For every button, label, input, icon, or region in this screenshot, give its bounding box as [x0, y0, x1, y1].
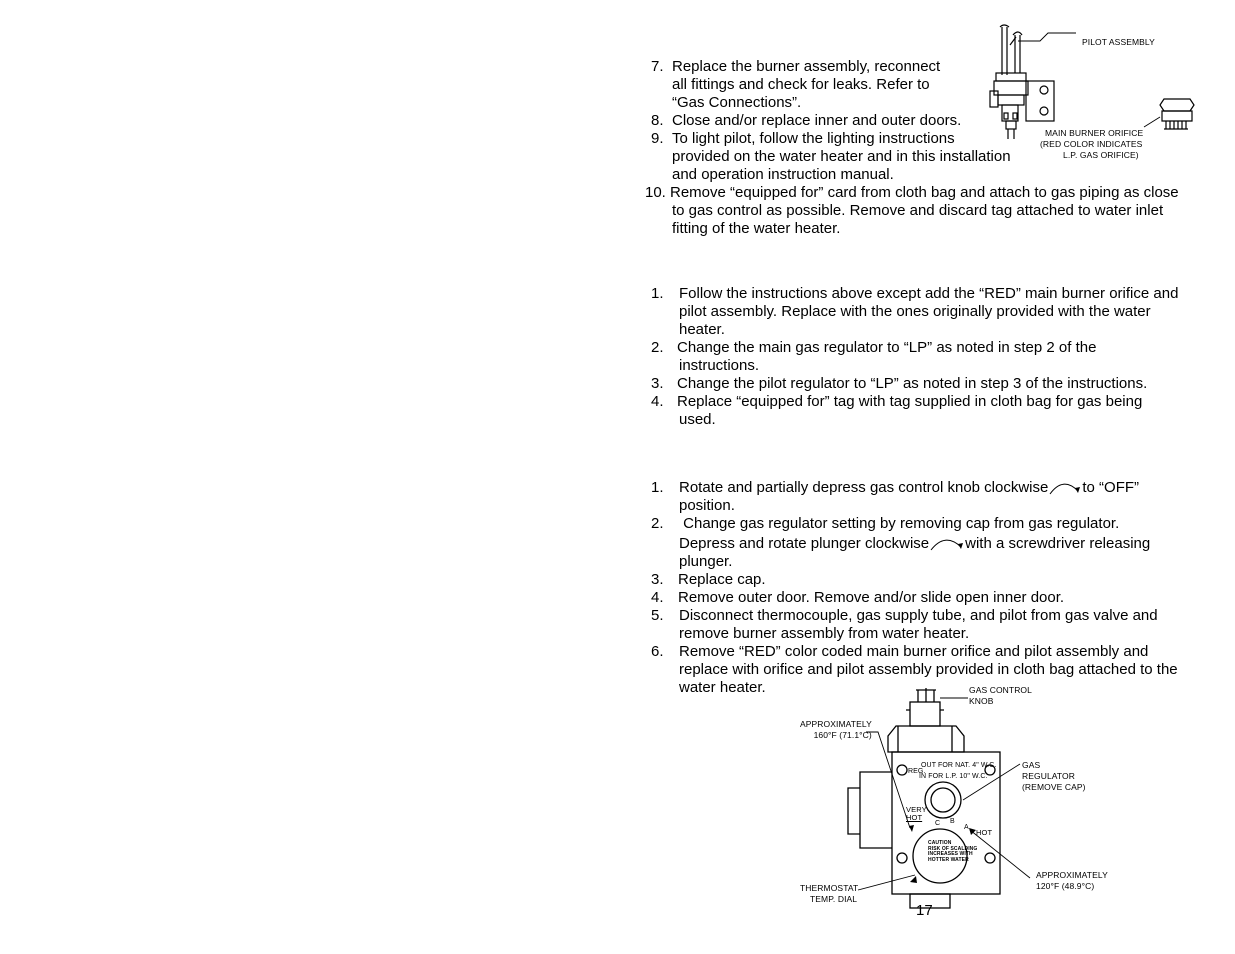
- label-line: APPROXIMATELY: [800, 719, 872, 729]
- page-number: 17: [916, 902, 933, 919]
- label-line: GAS CONTROL: [969, 685, 1032, 695]
- label-line: (REMOVE CAP): [1022, 782, 1086, 792]
- label-line: APPROXIMATELY: [1036, 870, 1108, 880]
- step-text: provided on the water heater and in this installation: [672, 148, 1011, 165]
- step-number: 4.: [651, 589, 664, 606]
- orifice-label-line: L.P. GAS ORIFICE): [1063, 150, 1139, 160]
- step-text: To light pilot, follow the lighting instructions: [672, 130, 955, 147]
- caution-line: INCREASES WITH: [928, 851, 973, 857]
- step-text: Remove outer door. Remove and/or slide open inner door.: [678, 589, 1065, 606]
- step-text: Change the pilot regulator to “LP” as noted in step 3 of the instructions.: [677, 375, 1148, 392]
- very-hot-line: HOT: [906, 813, 923, 822]
- step-text: position.: [679, 497, 735, 514]
- step-number: 9.: [651, 130, 664, 147]
- step-text-part: to “OFF”: [1082, 479, 1140, 496]
- step-text: Remove “equipped for” card from cloth bag and attach to gas piping as close: [670, 184, 1179, 201]
- step-text-part: with a screwdriver releasing: [965, 535, 1151, 552]
- reg-text: REG.: [908, 768, 926, 775]
- step-text: to gas control as possible. Remove and discard tag attached to water inlet: [672, 202, 1164, 219]
- very-hot-line: VERY: [906, 805, 927, 814]
- in-for-lp-text: IN FOR L.P. 10" W.C.: [919, 773, 988, 780]
- step-number: 2.: [651, 515, 664, 532]
- dial-letter: B: [950, 818, 955, 825]
- step-number: 5.: [651, 607, 664, 624]
- approx-120-label: [1036, 870, 1108, 892]
- step-number: 6.: [651, 643, 664, 660]
- step-number: 3.: [651, 375, 664, 392]
- step-number: 1.: [651, 285, 664, 302]
- step-text: fitting of the water heater.: [672, 220, 841, 237]
- step-number: 4.: [651, 393, 664, 410]
- label-line: 160°F (71.1°C): [813, 730, 872, 740]
- step-text: Change the main gas regulator to “LP” as noted in step 2 of the: [677, 339, 1097, 356]
- clockwise-arrow-icon: [929, 535, 965, 551]
- step-text: plunger.: [679, 553, 733, 570]
- step-text: all fittings and check for leaks. Refer to: [672, 76, 930, 93]
- out-for-nat-text: OUT FOR NAT. 4" W.C.: [921, 762, 997, 769]
- orifice-label-line: (RED COLOR INDICATES: [1040, 139, 1143, 149]
- label-line: TEMP. DIAL: [810, 894, 858, 904]
- step-text: used.: [679, 411, 716, 428]
- approx-160-label: [800, 719, 872, 741]
- caution-text: [928, 841, 977, 863]
- label-line: REGULATOR: [1022, 771, 1076, 781]
- step-number: 1.: [651, 479, 664, 496]
- orifice-label-line: MAIN BURNER ORIFICE: [1045, 128, 1144, 138]
- label-line: THERMOSTAT: [800, 883, 859, 893]
- gas-control-knob-label: [969, 685, 1032, 707]
- step-text: Close and/or replace inner and outer doors.: [672, 112, 962, 129]
- step-text: pilot assembly. Replace with the ones originally provided with the water: [679, 303, 1151, 320]
- step-text: heater.: [679, 321, 725, 338]
- step-text: instructions.: [679, 357, 760, 374]
- step-text: Replace cap.: [678, 571, 766, 588]
- gas-regulator-label: [1022, 760, 1086, 793]
- step-text: Replace “equipped for” tag with tag supplied in cloth bag for gas being: [677, 393, 1143, 410]
- caution-line: RISK OF SCALDING: [928, 845, 978, 852]
- step-number: 2.: [651, 339, 664, 356]
- step-number: 7.: [651, 58, 664, 75]
- caution-line: HOTTER WATER: [928, 856, 969, 863]
- caution-line: CAUTION: [928, 840, 952, 846]
- step-text: remove burner assembly from water heater.: [679, 625, 970, 642]
- step-text: Disconnect thermocouple, gas supply tube, and pilot from gas valve and: [679, 607, 1158, 624]
- step-text: [679, 479, 1139, 497]
- step-text: water heater.: [679, 679, 766, 696]
- step-text-part: Rotate and partially depress gas control knob clockwise: [679, 479, 1049, 496]
- step-text: Change gas regulator setting by removing cap from gas regulator.: [679, 515, 1120, 532]
- step-number: 3.: [651, 571, 664, 588]
- thermostat-label: [800, 883, 858, 905]
- step-text: Remove “RED” color coded main burner orifice and pilot assembly and: [679, 643, 1149, 660]
- label-line: 120°F (48.9°C): [1036, 881, 1095, 891]
- step-text: Follow the instructions above except add the “RED” main burner orifice and: [679, 285, 1179, 302]
- step-number: 8.: [651, 112, 664, 129]
- clockwise-arrow-icon: [1048, 479, 1082, 495]
- hot-text: HOT: [976, 828, 993, 837]
- step-text: Replace the burner assembly, reconnect: [672, 58, 941, 75]
- label-line: GAS: [1022, 760, 1041, 770]
- dial-letter: C: [935, 820, 941, 827]
- dial-letter: A: [964, 824, 969, 831]
- step-text: “Gas Connections”.: [672, 94, 802, 111]
- step-text: replace with orifice and pilot assembly provided in cloth bag attached to the: [679, 661, 1178, 678]
- step-number: 10.: [645, 184, 666, 201]
- step-text: and operation instruction manual.: [672, 166, 894, 183]
- step-text: [679, 535, 1150, 553]
- very-hot-text: [906, 806, 927, 822]
- pilot-assembly-label: PILOT ASSEMBLY: [1082, 37, 1155, 47]
- step-text-part: Depress and rotate plunger clockwise: [679, 535, 930, 552]
- label-line: KNOB: [969, 696, 994, 706]
